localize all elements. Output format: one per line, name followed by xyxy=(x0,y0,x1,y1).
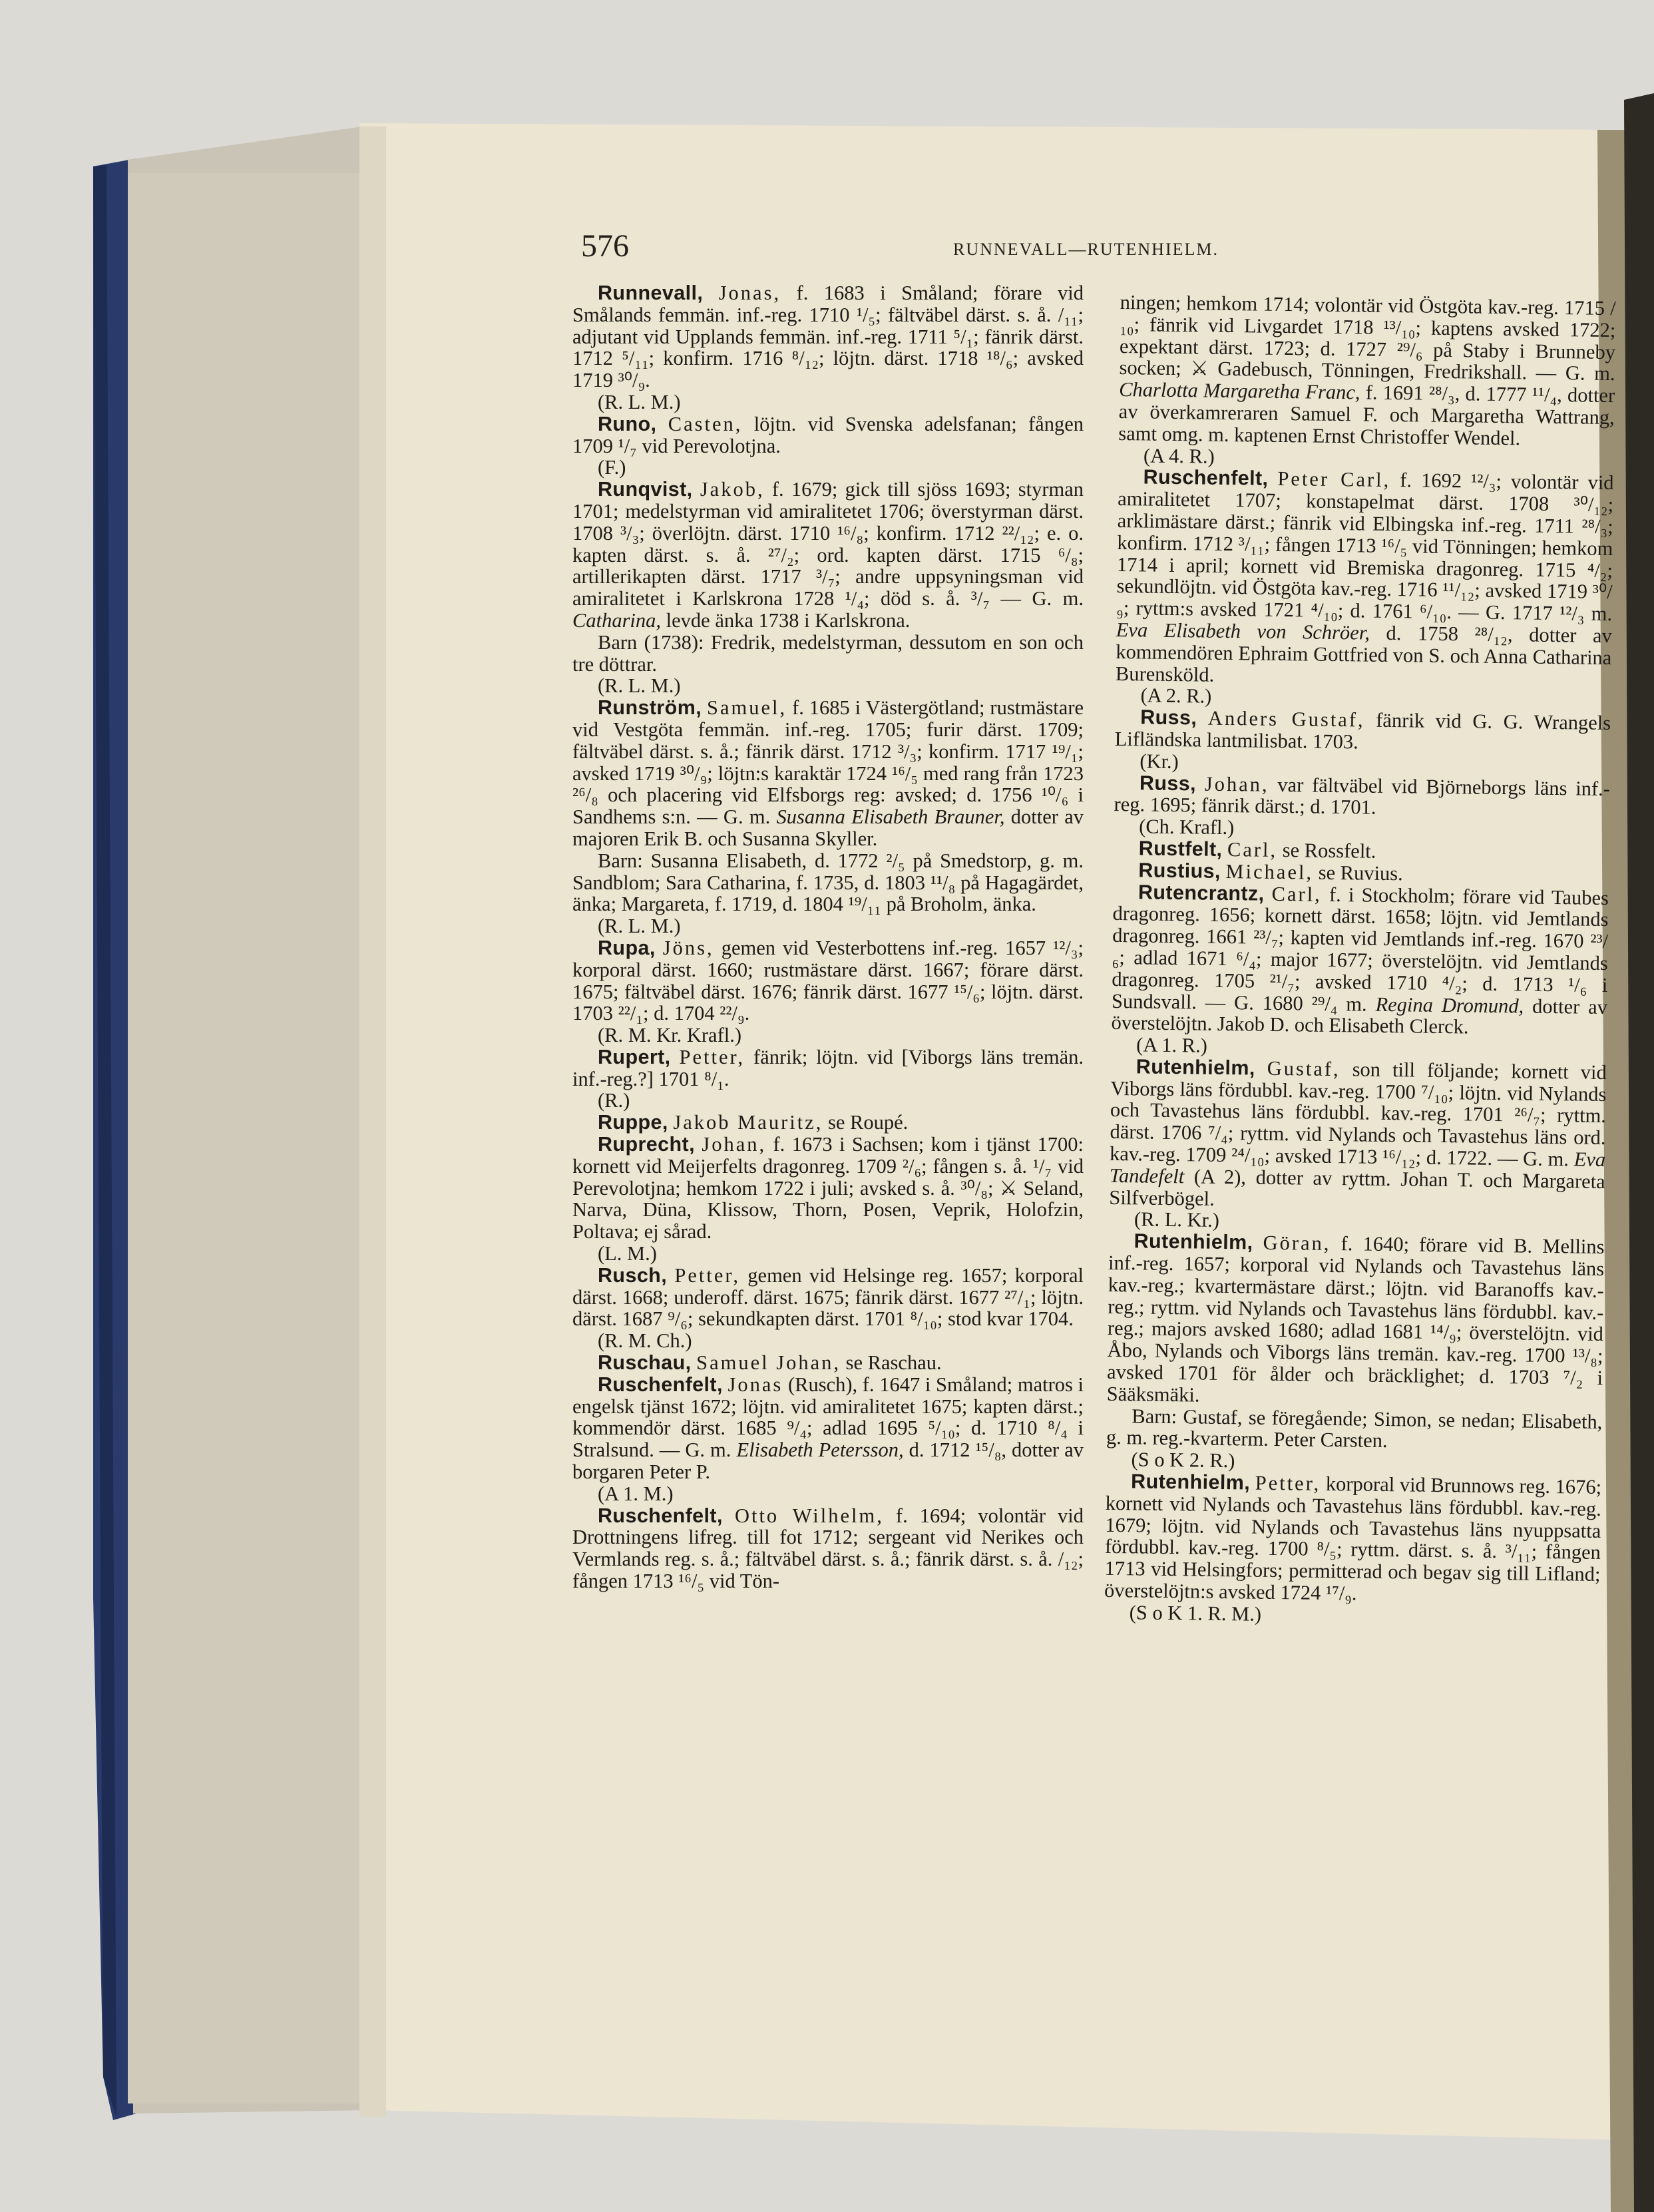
entry-headword: Russ, xyxy=(1139,771,1197,795)
source-reference xyxy=(572,1243,1084,1265)
entry-given-name: Jakob Mauritz, xyxy=(673,1111,823,1134)
entry-spouse-name: Eva Tandefelt xyxy=(1109,1148,1606,1188)
entry-paragraph xyxy=(572,632,1084,676)
entry-headword: Rustius, xyxy=(1138,859,1221,883)
source-reference xyxy=(572,675,1084,697)
entry-text: (R. M. Ch.) xyxy=(598,1329,692,1353)
entry-text: (R. L. Kr.) xyxy=(1134,1208,1220,1232)
entry-headword: Runnevall, xyxy=(598,282,704,304)
entry-text: ningen; hemkom 1714; volontär vid Östgöta kav.-reg. 1715 /₁₀; fänrik vid Livgardet 1718 ¹³/₁₀; kaptens avsked 1722; expektant därst. 1723; d. 1727 ²⁹/₆ på Staby i Brunneby socken; ⚔ Gadebusch, Tönningen, Fredrikshall. — G. m. xyxy=(1119,291,1616,385)
entry-given-name: Michael, xyxy=(1225,859,1314,884)
entry-text: (S o K 2. R.) xyxy=(1131,1448,1235,1472)
entry-text: (A 1. R.) xyxy=(1136,1033,1208,1057)
entry-given-name: Samuel Johan, xyxy=(696,1351,841,1375)
entry-given-name: Petter, xyxy=(679,1045,745,1068)
entry-text: (L. M.) xyxy=(598,1242,657,1265)
entry-text: Barn: Gustaf, se föregående; Simon, se nedan; Elisabeth, g. m. reg.-kvarterm. Peter Carsten. xyxy=(1106,1404,1603,1452)
entry-text-tail: levde änka 1738 i Karlskrona. xyxy=(666,608,911,632)
entry-text: se Rossfelt. xyxy=(1282,838,1376,863)
entry-text: fänrik vid G. G. Wrangels Lifländska lantmilisbat. 1703. xyxy=(1114,708,1611,754)
entry-given-name: Göran, xyxy=(1263,1231,1331,1255)
entry-continuation xyxy=(1118,292,1616,451)
biographical-entry xyxy=(1111,881,1609,1040)
entry-text-tail: (A 2), dotter av ryttm. Johan T. och Margareta Silfverbögel. xyxy=(1109,1165,1605,1210)
source-reference xyxy=(572,1330,1084,1352)
entry-text: (Rusch), f. 1647 i Småland; matros i engelsk tjänst 1672; löjtn. vid amiralitetet 1675; kapten därst.; kommendör därst. 1685 ⁹/₄; adlad 1695 ⁵/₁₀; d. 1710 ⁸/₄ i Stralsund. — G. m. xyxy=(572,1373,1084,1462)
entry-given-name: Johan, xyxy=(702,1133,767,1156)
entry-text: gemen vid Helsinge reg. 1657; korporal därst. 1668; underoff. därst. 1675; fänrik därst. 1677 ²⁷/₁; löjtn. därst. 1687 ⁹/₆; sekundkapten därst. 1701 ⁸/₁₀; stod kvar 1704. xyxy=(572,1263,1084,1331)
entry-given-name: Petter, xyxy=(1255,1471,1321,1495)
entry-text: f. i Stockholm; förare vid Taubes dragonreg. 1656; kornett därst. 1658; löjtn. vid Jemtlands dragonreg. 1661 ²³/₇; kapten vid Jemtlands inf.-reg. 1670 ²³/₆; adlad 1671 ⁶/₄; major 1677; överstelöjtn. vid Jemtlands dragonreg. 1705 ²¹/₇; avsked 1710 ⁴/₂; d. 1713 ¹/₆ i Sundsvall. — G. 1680 ²⁹/₄ m. xyxy=(1111,883,1609,1016)
entry-given-name: Johan, xyxy=(1204,772,1269,796)
entry-text: (R. L. M.) xyxy=(598,915,681,938)
entry-text: Barn (1738): Fredrik, medelstyrman, dessutom en son och tre döttrar. xyxy=(572,630,1084,676)
entry-headword: Rupert, xyxy=(598,1045,671,1068)
entry-text: (Kr.) xyxy=(1139,750,1179,773)
entry-headword: Rustfelt, xyxy=(1138,837,1223,861)
source-reference xyxy=(572,457,1084,479)
entry-text: f. 1679; gick till sjöss 1693; styrman 1701; medelstyrman vid amiralitetet 1706; överstyrman därst. 1708 ³/₃; överlöjtn. därst. 1710 ¹⁶/₈; konfirm. 1712 ²²/₁₂; e. o. kapten därst. s. å. ²⁷/₂; ord. kapten därst. 1715 ⁶/₈; artillerikapten därst. 1717 ³/₇; andre uppsyningsman vid amiralitetet i Karlskrona 1728 ¹/₄; död s. å. ³/₇ — G. m. xyxy=(572,478,1084,610)
page-number: 576 xyxy=(581,228,629,264)
entry-text: (R.) xyxy=(598,1089,630,1112)
entry-headword: Runqvist, xyxy=(598,478,693,501)
entry-headword: Runo, xyxy=(598,412,657,435)
biographical-entry xyxy=(1116,466,1614,690)
entry-spouse-name: Catharina, xyxy=(572,608,662,632)
entry-given-name: Jöns, xyxy=(662,936,714,959)
entry-headword: Rusch, xyxy=(598,1263,668,1287)
entry-given-name: Anders Gustaf, xyxy=(1207,706,1365,732)
entry-headword: Rutenhielm, xyxy=(1134,1229,1253,1254)
entry-headword: Ruppe, xyxy=(598,1111,668,1134)
entry-headword: Russ, xyxy=(1139,706,1197,730)
entry-text: f. 1685 i Västergötland; rustmästare vid Vestgöta femmän. inf.-reg. 1705; furir därst. 1709; fältväbel därst. s. å.; fänrik därst. 1712 ³/₃; konfirm. 1717 ¹⁹/₁; avsked 1719 ³⁰/₉; löjtn:s karaktär 1724 ¹⁶/₅ med rang från 1723 ²⁶/₈ och placering vid Elfsborgs reg: avsked; d. 1756 ¹⁰/₆ i Sandhems s:n. — G. m. xyxy=(572,696,1084,829)
source-reference xyxy=(572,391,1084,413)
entry-text: f. 1683 i Småland; förare vid Smålands femmän. inf.-reg. 1710 ¹/₅; fältväbel därst. s. å. /₁₁; adjutant vid Upplands femmän. inf.-reg. 1711 ⁵/₁; fänrik därst. 1712 ⁵/₁₁; konfirm. 1716 ⁸/₁₂; löjtn. därst. 1718 ¹⁸/₆; avsked 1719 ³⁰/₉. xyxy=(572,282,1084,392)
entry-spouse-name: Susanna Elisabeth Brauner, xyxy=(776,805,1005,829)
entry-text: se Roupé. xyxy=(827,1111,909,1134)
entry-text: (A 2. R.) xyxy=(1140,684,1212,708)
entry-given-name: Carl, xyxy=(1271,882,1323,906)
entry-text: (Ch. Krafl.) xyxy=(1138,815,1235,839)
entry-text: (F.) xyxy=(598,456,626,479)
source-reference xyxy=(572,1024,1084,1046)
source-reference xyxy=(572,915,1084,937)
entry-headword: Ruschau, xyxy=(598,1351,692,1375)
entry-text: (R. M. Kr. Krafl.) xyxy=(598,1024,742,1047)
entry-text: f. 1673 i Sachsen; kom i tjänst 1700: kornett vid Meijerfelts dragonreg. 1709 ²/₆; fången s. å. ¹/₇ vid Perevolotjna; hemkom 1722 i juli; avsked s. å. ³⁰/₈; ⚔ Seland, Narva, Düna, Klissow, Thorn, Posen, Veprik, Holofzin, Poltava; ej sårad. xyxy=(572,1133,1084,1243)
running-head: RUNNEVALL—RUTENHIELM. xyxy=(953,240,1219,259)
entry-spouse-name: Eva Elisabeth von Schröer, xyxy=(1116,618,1370,644)
biographical-entry xyxy=(572,413,1084,457)
entry-given-name: Jakob, xyxy=(700,478,765,501)
biographical-entry xyxy=(572,1134,1084,1243)
entry-paragraph xyxy=(1106,1405,1603,1455)
entry-given-name: Samuel, xyxy=(707,696,787,720)
entry-text-tail: d. 1712 ¹⁵/₈, dotter av borgaren Peter P. xyxy=(572,1438,1084,1484)
entry-given-name: Peter Carl, xyxy=(1277,467,1391,492)
entry-headword: Ruschenfelt, xyxy=(598,1373,723,1396)
entry-text: son till följande; kornett vid Viborgs läns fördubbl. kav.-reg. 1700 ⁷/₁₀; löjtn. vid Nylands och Tavastehus läns fördubbl. kav.-reg. 1701 ²⁶/₇; ryttm. därst. 1706 ⁷/₄; ryttm. vid Nylands och Tavastehus läns ord. kav.-reg. 1709 ²⁴/₁₀; avsked 1713 ¹⁶/₁₂; d. 1722. — G. m. xyxy=(1109,1058,1607,1171)
entry-text: (R. L. M.) xyxy=(598,674,681,698)
entry-headword: Rutenhielm, xyxy=(1130,1470,1251,1494)
biographical-entry xyxy=(572,697,1084,850)
entry-given-name: Petter, xyxy=(674,1263,740,1287)
entry-text: f. 1692 ¹²/₃; volontär vid amiralitetet 1707; konstapelmat därst. 1708 ³⁰/₁₂; arklimästare därst.; fänrik vid Elbingska inf.-reg. 1711 ²⁸/₃; konfirm. 1712 ³/₁₁; fången 1713 ¹⁶/₅ vid Tönningen; hemkom 1714 i april; kornett vid Bremiska dragonreg. 1715 ⁴/₂; sekundlöjtn. vid Östgöta kav.-reg. 1716 ¹¹/₁₂; avsked 1719 ³⁰/₉; ryttm:s avsked 1721 ⁴/₁₀; d. 1761 ⁶/₁₀. — G. 1717 ¹²/₃ m. xyxy=(1116,469,1614,626)
biographical-entry xyxy=(572,479,1084,632)
entry-text: (A 4. R.) xyxy=(1143,444,1215,468)
biographical-entry xyxy=(572,282,1084,391)
biographical-entry xyxy=(1109,1056,1607,1215)
entry-given-name: Jonas, xyxy=(718,282,781,304)
entry-text-tail: d. 1758 ²⁸/₁₂, dotter av kommendören Ephraim Gottfried von S. och Anna Catharina Burensköld. xyxy=(1115,621,1612,686)
source-reference xyxy=(572,1483,1084,1505)
entry-text-tail: dotter av majoren Erik B. och Susanna Skyller. xyxy=(572,805,1084,850)
entry-given-name: Jonas xyxy=(727,1373,783,1396)
right-column xyxy=(1104,292,1616,1630)
entry-given-name: Carl, xyxy=(1227,837,1278,861)
entry-spouse-name: Elisabeth Petersson, xyxy=(736,1438,904,1462)
entry-headword: Rutencrantz, xyxy=(1137,880,1265,905)
source-reference xyxy=(572,1090,1084,1112)
entry-text: se Ruvius. xyxy=(1318,861,1403,885)
left-column xyxy=(572,282,1084,1592)
biographical-entry xyxy=(572,1265,1084,1330)
entry-headword: Runström, xyxy=(598,696,702,720)
biographical-entry xyxy=(572,1112,1084,1134)
entry-text: se Raschau. xyxy=(845,1351,942,1375)
biographical-entry xyxy=(1107,1230,1605,1411)
entry-spouse-name: Charlotta Margaretha Franc, xyxy=(1118,378,1360,404)
entry-text: (A 1. M.) xyxy=(598,1482,674,1505)
biographical-entry xyxy=(572,1505,1084,1592)
entry-spouse-name: Regina Dromund, xyxy=(1375,993,1524,1017)
biographical-entry xyxy=(572,1046,1084,1090)
entry-headword: Rupa, xyxy=(598,936,656,959)
entry-headword: Rutenhielm, xyxy=(1136,1055,1255,1080)
biographical-entry xyxy=(572,1352,1084,1374)
entry-text-tail: f. 1691 ²⁸/₃, d. 1777 ¹¹/₄, dotter av överkamreraren Samuel F. och Margaretha Wattrang, samt omg. m. kaptenen Ernst Christoffer Wendel. xyxy=(1118,381,1615,450)
entry-headword: Ruschenfelt, xyxy=(1143,465,1269,491)
entry-text: (S o K 1. R. M.) xyxy=(1129,1601,1262,1626)
entry-given-name: Otto Wilhelm, xyxy=(734,1504,884,1527)
entry-text: Barn: Susanna Elisabeth, d. 1772 ²/₅ på Smedstorp, g. m. Sandblom; Sara Catharina, f. 1735, d. 1803 ¹¹/₈ på Hagagärdet, änka; Margareta, f. 1719, d. 1804 ¹⁹/₁₁ på Broholm, änka. xyxy=(572,849,1084,916)
biographical-entry xyxy=(572,1374,1084,1483)
entry-given-name: Casten, xyxy=(668,412,743,435)
biographical-entry xyxy=(1115,706,1611,756)
biographical-entry xyxy=(1114,772,1610,821)
entry-given-name: Gustaf, xyxy=(1267,1056,1341,1081)
entry-text: var fältväbel vid Björneborgs läns inf.-reg. 1695; fänrik därst.; d. 1701. xyxy=(1114,773,1611,819)
biographical-entry xyxy=(1104,1470,1601,1608)
entry-text-tail: dotter av överstelöjtn. Jakob D. och Elisabeth Clerck. xyxy=(1111,995,1608,1038)
entry-text: löjtn. vid Svenska adelsfanan; fången 1709 ¹/₇ vid Perevolotjna. xyxy=(572,412,1084,457)
entry-text: (R. L. M.) xyxy=(598,390,681,413)
entry-headword: Ruprecht, xyxy=(598,1133,695,1156)
entry-headword: Ruschenfelt, xyxy=(598,1504,723,1527)
biographical-entry xyxy=(572,937,1084,1024)
entry-text: gemen vid Vesterbottens inf.-reg. 1657 ¹²/₃; korporal därst. 1660; rustmästare därst. 1667; förare därst. 1675; fältväbel därst. 1676; fänrik därst. 1677 ¹⁵/₆; löjtn. därst. 1703 ²²/₁; d. 1704 ²²/₉. xyxy=(572,936,1084,1025)
entry-text: fänrik; löjtn. vid [Viborgs läns tremän. inf.-reg.?] 1701 ⁸/₁. xyxy=(572,1045,1084,1090)
entry-paragraph xyxy=(572,850,1084,915)
entry-text: korporal vid Brunnows reg. 1676; kornett vid Nylands och Tavastehus läns fördubbl. kav.-reg. 1679; löjtn. vid Nylands och Tavastehus läns nyuppsatta fördubbl. kav.-reg. 1700 ⁸/₅; ryttm. därst. s. å. ³/₁₁; fången 1713 vid Helsingfors; permitterad och begav sig till Lifland; överstelöjtn:s avsked 1724 ¹⁷/₉. xyxy=(1104,1472,1602,1605)
entry-text: f. 1694; volontär vid Drottningens lifreg. till fot 1712; sergeant vid Nerikes och Vermlands reg. s. å.; fältväbel därst. s. å.; fänrik därst. s. å. /₁₂; fången 1713 ¹⁶/₅ vid Tön- xyxy=(572,1504,1084,1593)
entry-text: f. 1640; förare vid B. Mellins inf.-reg. 1657; korporal vid Nylands och Tavastehus läns kav.-reg.; kvartermästare därst.; löjtn. vid Baranoffs kav.-reg.; ryttm. vid Nylands och Tavastehus läns fördubbl. kav.-reg.; majors avsked 1680; adlad 1681 ¹⁴/₉; överstelöjtn. vid Åbo, Nylands och Viborgs läns tremän. kav.-reg. 1700 ¹³/₈; avsked 1701 för ålder och bräcklighet; d. 1703 ⁷/₂ i Sääksmäki. xyxy=(1106,1232,1605,1407)
